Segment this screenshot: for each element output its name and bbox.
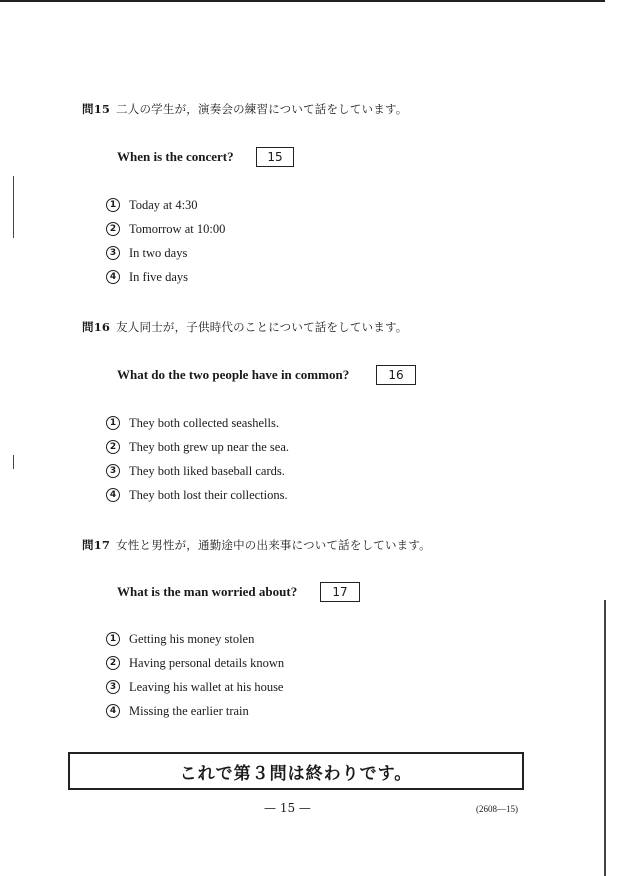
- circled-4-icon: 4: [106, 704, 120, 718]
- problem-number: 問17: [82, 538, 111, 552]
- circled-2-icon: 2: [106, 440, 120, 454]
- circled-3-icon: 3: [106, 680, 120, 694]
- problem-instruction: 二人の学生が，演奏会の練習について話をしています。: [116, 102, 408, 116]
- choice-17-4[interactable]: [106, 703, 249, 719]
- choice-15-4[interactable]: [106, 269, 188, 285]
- scan-edge-line: [604, 600, 606, 876]
- choice-text: Missing the earlier train: [129, 703, 249, 718]
- question-15: When is the concert?: [117, 149, 234, 164]
- choice-16-2[interactable]: [106, 439, 289, 455]
- choice-text: Tomorrow at 10:00: [129, 221, 226, 236]
- end-of-section-banner: これで第３問は終わりです。: [68, 752, 524, 790]
- margin-mark: [13, 455, 14, 469]
- choice-17-2[interactable]: [106, 655, 284, 671]
- circled-3-icon: 3: [106, 464, 120, 478]
- top-rule: [0, 0, 605, 2]
- question-16: What do the two people have in common?: [117, 367, 350, 382]
- circled-3-icon: 3: [106, 246, 120, 260]
- margin-mark: [13, 176, 14, 238]
- choice-text: In five days: [129, 269, 189, 284]
- page-number: — 15 —: [264, 801, 311, 815]
- circled-4-icon: 4: [106, 270, 120, 284]
- circled-4-icon: 4: [106, 488, 120, 502]
- problem-16-heading: [82, 319, 407, 335]
- answer-box-15[interactable]: 15: [256, 147, 294, 167]
- choice-16-4[interactable]: [106, 487, 288, 503]
- choice-15-3[interactable]: [106, 245, 187, 261]
- circled-1-icon: 1: [106, 416, 120, 430]
- choice-17-1[interactable]: [106, 631, 254, 647]
- circled-1-icon: 1: [106, 632, 120, 646]
- answer-box-16[interactable]: 16: [376, 365, 416, 385]
- question-17: What is the man worried about?: [117, 584, 298, 599]
- choice-text: In two days: [129, 245, 188, 260]
- circled-2-icon: 2: [106, 656, 120, 670]
- choice-text: They both liked baseball cards.: [129, 463, 285, 478]
- problem-instruction: 友人同士が，子供時代のことについて話をしています。: [116, 320, 408, 334]
- choice-text: Today at 4:30: [129, 197, 198, 212]
- choice-text: Having personal details known: [129, 655, 285, 670]
- answer-box-17[interactable]: 17: [320, 582, 360, 602]
- problem-number: 問15: [82, 102, 111, 116]
- choice-15-1[interactable]: [106, 197, 198, 213]
- choice-text: They both grew up near the sea.: [129, 439, 290, 454]
- choice-15-2[interactable]: [106, 221, 225, 237]
- circled-2-icon: 2: [106, 222, 120, 236]
- choice-16-3[interactable]: [106, 463, 285, 479]
- choice-text: Getting his money stolen: [129, 631, 255, 646]
- problem-15-heading: [82, 101, 407, 117]
- choice-text: Leaving his wallet at his house: [129, 679, 284, 694]
- problem-number: 問16: [82, 320, 111, 334]
- problem-instruction: 女性と男性が，通勤途中の出来事について話をしています。: [116, 538, 431, 552]
- choice-text: They both collected seashells.: [129, 415, 279, 430]
- choice-16-1[interactable]: [106, 415, 279, 431]
- page-code: (2608—15): [476, 804, 518, 814]
- problem-17-heading: [82, 537, 431, 553]
- choice-17-3[interactable]: [106, 679, 283, 695]
- circled-1-icon: 1: [106, 198, 120, 212]
- choice-text: They both lost their collections.: [129, 487, 288, 502]
